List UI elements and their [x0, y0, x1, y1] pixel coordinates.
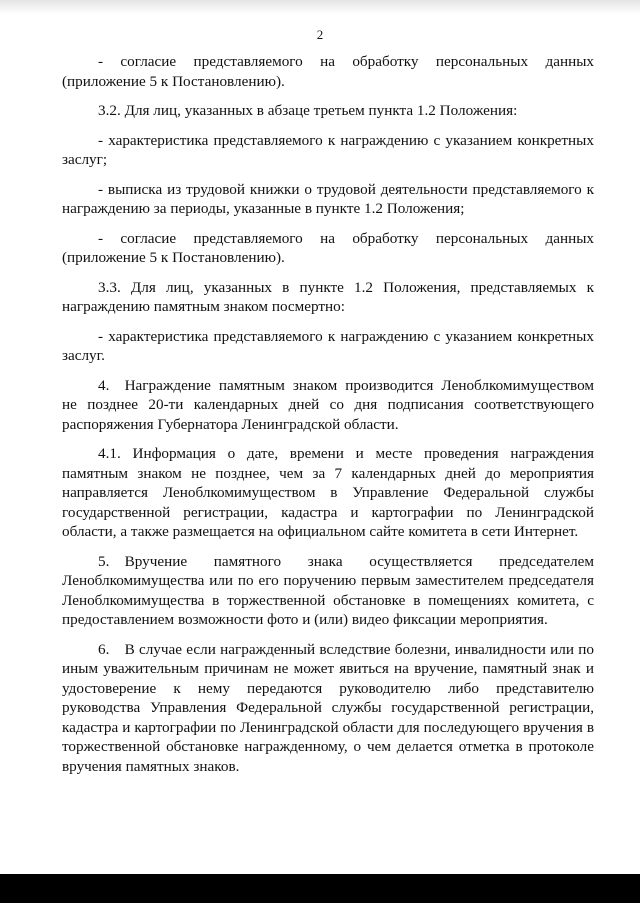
scan-top-edge [0, 0, 640, 14]
page-number: 2 [316, 27, 324, 42]
scan-bottom-edge [0, 874, 640, 903]
paragraph-consent-1: - согласие представляемого на обработку персональных данных (приложение 5 к Постановлению). [62, 53, 594, 90]
paragraph-4-1: 4.1. Информация о дате, времени и месте проведения награждения памятным знаком не позднее, чем за 7 календарных дней до мероприятия направляется Леноблкомимуществом в Управление Федеральной службы государственной регистрации, кадастра и картографии по Ленинградской области, а также размещается на официальном сайте комитета в сети Интернет. [62, 445, 594, 540]
paragraph-characteristic-1: - характеристика представляемого к награждению с указанием конкретных заслуг; [62, 131, 594, 168]
document-body [62, 52, 594, 786]
paragraph-5: 5. Вручение памятного знака осуществляется председателем Леноблкомимущества или по его поручению первым заместителем председателя Леноблкомимущества в торжественной обстановке в помещениях комитета, с предоставлением возможности фото и (или) видео фиксации мероприятия. [62, 552, 594, 628]
paragraph-4: 4. Награждение памятным знаком производится Леноблкомимуществом не позднее 20-ти календарных дней со дня подписания соответствующего распоряжения Губернатора Ленинградской области. [62, 376, 594, 433]
paragraph-3-3: 3.3. Для лиц, указанных в пункте 1.2 Положения, представляемых к награждению памятным знаком посмертно: [62, 278, 594, 315]
paragraph-characteristic-2: - характеристика представляемого к награждению с указанием конкретных заслуг. [62, 327, 594, 364]
paragraph-consent-2: - согласие представляемого на обработку персональных данных (приложение 5 к Постановлению). [62, 229, 594, 266]
paragraph-6: 6. В случае если награжденный вследствие болезни, инвалидности или по иным уважительным причинам не может явиться на вручение, памятный знак и удостоверение к нему передаются руководителю либо представителю руководства Управления Федеральной службы государственной регистрации, кадастра и картографии по Ленинградской области для последующего вручения в торжественной обстановке награжденному, о чем делается отметка в протоколе вручения памятных знаков. [62, 640, 594, 775]
paragraph-3-2: 3.2. Для лиц, указанных в абзаце третьем пункта 1.2 Положения: [98, 102, 518, 119]
paragraph-work-record-extract: - выписка из трудовой книжки о трудовой деятельности представляемого к награждению за периоды, указанные в пункте 1.2 Положения; [62, 180, 594, 217]
